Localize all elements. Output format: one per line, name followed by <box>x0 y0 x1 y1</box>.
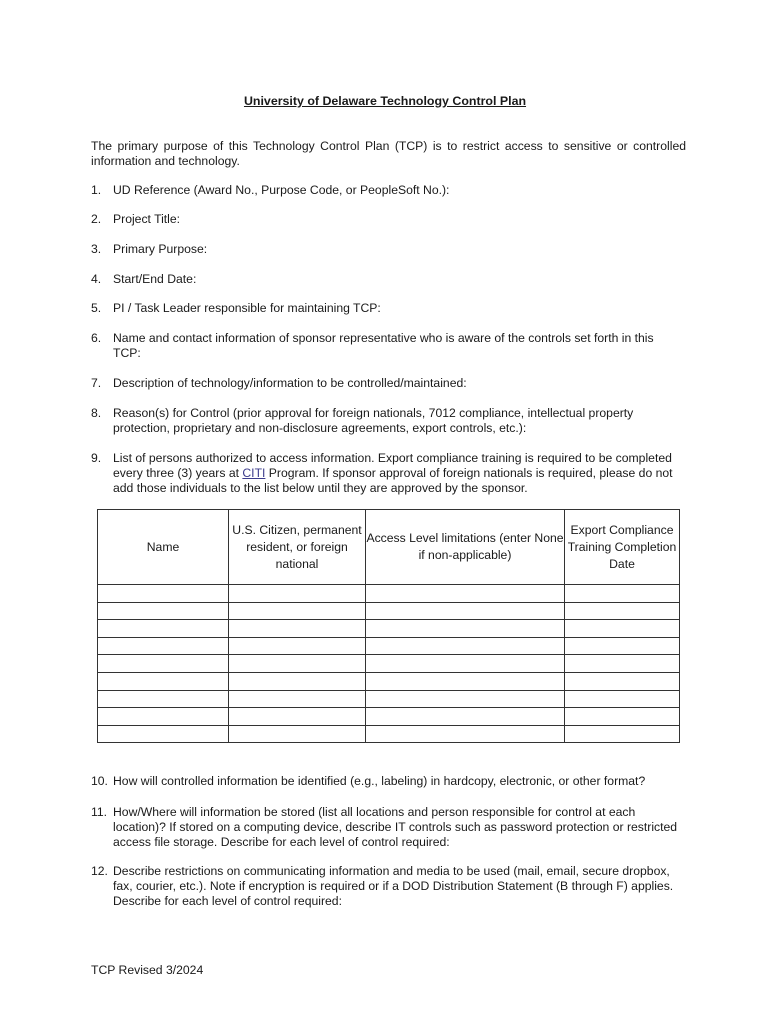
access-level-cell[interactable] <box>366 708 565 726</box>
list-item <box>91 451 681 496</box>
citi-link[interactable]: CITI <box>242 466 266 480</box>
table-row <box>98 637 680 655</box>
item-text: Project Title: <box>113 212 181 226</box>
table-header-row <box>98 510 680 585</box>
item-text: How/Where will information be stored (list all locations and person responsible for control at each location)? If stored on a computing device, describe IT controls such as password protection or restricted access file storage. Describe for each level of control required: <box>113 805 678 849</box>
table-row <box>98 672 680 690</box>
item-number: 4. <box>91 272 102 286</box>
citizenship-cell[interactable] <box>229 585 366 603</box>
access-level-cell[interactable] <box>366 637 565 655</box>
list-item <box>91 242 681 257</box>
item-text: Description of technology/information to be controlled/maintained: <box>113 376 467 390</box>
column-header-citizenship: U.S. Citizen, permanent resident, or foreign national <box>229 510 366 585</box>
table-row <box>98 655 680 673</box>
list-item <box>91 376 681 391</box>
name-cell[interactable] <box>98 637 229 655</box>
list-item <box>91 331 681 361</box>
list-item <box>91 272 681 287</box>
item-text: Primary Purpose: <box>113 242 208 256</box>
item-number: 1. <box>91 183 102 197</box>
document-title: University of Delaware Technology Control Plan <box>243 94 527 108</box>
footer-revision: TCP Revised 3/2024 <box>91 963 204 977</box>
access-level-cell[interactable] <box>366 602 565 620</box>
item-text-part: Program. If sponsor approval of foreign nationals is required, please do not add those individuals to the list below until they are approved by the sponsor. <box>113 466 673 495</box>
access-level-cell[interactable] <box>366 725 565 743</box>
column-header-name: Name <box>98 510 229 585</box>
item-number: 10. <box>91 774 108 788</box>
training-date-cell[interactable] <box>565 690 680 708</box>
citizenship-cell[interactable] <box>229 655 366 673</box>
citizenship-cell[interactable] <box>229 602 366 620</box>
item-text: Name and contact information of sponsor representative who is aware of the controls set forth in this TCP: <box>113 331 654 360</box>
item-number: 8. <box>91 406 102 420</box>
training-date-cell[interactable] <box>565 585 680 603</box>
table-row <box>98 725 680 743</box>
access-level-cell[interactable] <box>366 585 565 603</box>
item-text: PI / Task Leader responsible for maintaining TCP: <box>113 301 381 315</box>
item-number: 12. <box>91 864 108 878</box>
list-item <box>91 406 681 436</box>
citizenship-cell[interactable] <box>229 620 366 638</box>
item-text: Describe restrictions on communicating information and media to be used (mail, email, secure dropbox, fax, courier, etc.). Note if encryption is required or if a DOD Distribution Statement (B through F) applies. Describe for each level of control required: <box>113 864 674 908</box>
item-text: UD Reference (Award No., Purpose Code, or PeopleSoft No.): <box>113 183 450 197</box>
access-level-cell[interactable] <box>366 620 565 638</box>
list-item <box>91 864 681 909</box>
citizenship-cell[interactable] <box>229 637 366 655</box>
citizenship-cell[interactable] <box>229 708 366 726</box>
citizenship-cell[interactable] <box>229 725 366 743</box>
training-date-cell[interactable] <box>565 655 680 673</box>
citizenship-cell[interactable] <box>229 672 366 690</box>
column-header-access-level: Access Level limitations (enter None if non-applicable) <box>366 510 565 585</box>
item-text: Reason(s) for Control (prior approval for foreign nationals, 7012 compliance, intellectual property protection, proprietary and non-disclosure agreements, export controls, etc.): <box>113 406 634 435</box>
name-cell[interactable] <box>98 690 229 708</box>
training-date-cell[interactable] <box>565 725 680 743</box>
access-level-cell[interactable] <box>366 672 565 690</box>
name-cell[interactable] <box>98 708 229 726</box>
item-number: 6. <box>91 331 102 345</box>
list-item <box>91 301 681 316</box>
name-cell[interactable] <box>98 655 229 673</box>
item-number: 5. <box>91 301 102 315</box>
item-text: Start/End Date: <box>113 272 197 286</box>
name-cell[interactable] <box>98 620 229 638</box>
table-row <box>98 602 680 620</box>
table-row <box>98 585 680 603</box>
list-item <box>91 774 681 789</box>
item-text <box>113 451 681 496</box>
name-cell[interactable] <box>98 585 229 603</box>
list-item <box>91 212 681 227</box>
item-number: 3. <box>91 242 102 256</box>
training-date-cell[interactable] <box>565 620 680 638</box>
name-cell[interactable] <box>98 725 229 743</box>
item-text-part: List of persons authorized to access information. Export compliance training is required to be completed every three (3) years at <box>113 451 672 480</box>
citizenship-cell[interactable] <box>229 690 366 708</box>
list-item <box>91 183 681 198</box>
name-cell[interactable] <box>98 602 229 620</box>
item-number: 2. <box>91 212 102 226</box>
table-row <box>98 620 680 638</box>
item-text: How will controlled information be identified (e.g., labeling) in hardcopy, electronic, or other format? <box>113 774 646 788</box>
item-number: 9. <box>91 451 102 465</box>
access-level-cell[interactable] <box>366 690 565 708</box>
training-date-cell[interactable] <box>565 637 680 655</box>
access-level-cell[interactable] <box>366 655 565 673</box>
training-date-cell[interactable] <box>565 708 680 726</box>
name-cell[interactable] <box>98 672 229 690</box>
table-row <box>98 690 680 708</box>
list-item <box>91 805 681 850</box>
column-header-training-date: Export Compliance Training Completion Date <box>565 510 680 585</box>
authorized-persons-table <box>97 509 680 743</box>
item-number: 11. <box>91 805 108 819</box>
table-row <box>98 708 680 726</box>
item-number: 7. <box>91 376 102 390</box>
training-date-cell[interactable] <box>565 672 680 690</box>
training-date-cell[interactable] <box>565 602 680 620</box>
intro-paragraph: The primary purpose of this Technology Control Plan (TCP) is to restrict access to sensitive or controlled information and technology. <box>91 139 686 168</box>
